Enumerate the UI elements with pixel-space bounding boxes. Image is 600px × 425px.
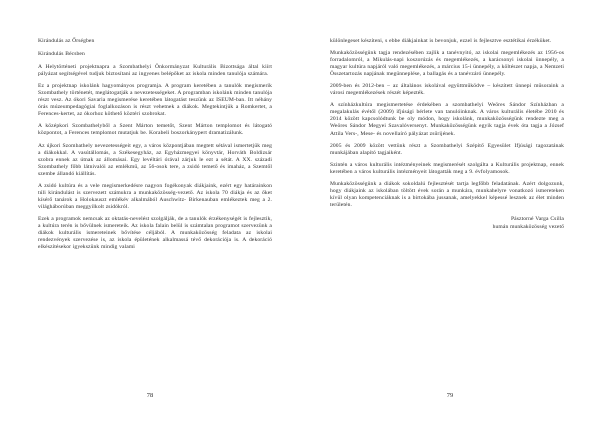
page-number-right: 79 <box>446 392 454 399</box>
paragraph: A középkori Szombathelyből a Szent Márton temetőt, Szent Márton templomot és látogató központot, a Ferences templomot mutatjuk be. Korabeli boszorkánypert dramatizálunk. <box>38 123 272 137</box>
excursion-line-becs: Kirándulás Bécsben <box>38 51 85 58</box>
paragraph: Ez a projektnap iskolánk hagyományos programja. A program keretében a tanulók megismerik Szombathely történetét, meglátogatják a nevezetességeket. A programban iskolánk minden tanulója részt vesz. Az ókori Savaria megismerése keretében látogatást teszünk az ISEUM-ban. Itt néhány órás múzeumpedagógiai foglalkozáson is részt vehetnek a diákok. Megtekintjük a Romkertet, a Ferences-kertet, az ókorhoz köthető köztéri szobrokat. <box>38 83 272 118</box>
paragraph: Szintén a város kulturális intézményeinek megismerését szolgálta a Kulturális projektnap, ennek keretében a város kulturális intézményeit látogatták meg a 9. évfolyamosok. <box>330 161 564 175</box>
paragraph: 2005 és 2009 között vettünk részt a Szombathelyi Szépítő Egyesület Ifjúsági tagozatának munkájában alapító tagjaiként. <box>330 142 564 156</box>
paragraph: Az újkori Szombathely nevezetességeit egy, a város központjában megtett sétával ismertetjük meg a diákokkal. A vasútállomás, a Székesegyház, az Egyházmegyei könyvtár, Horváth Boldizsár szobra ennek az útnak az állomásai. Egy levéltári órával zárjuk le ezt a sétát. A XX. századi Szombathely főbb látnivalói az emlékmű, az 56-osok tere, a zsidó temető és imaház, a Szemtől szembe állandó kiállítás. <box>38 142 272 177</box>
excursion-line-orseg: Kirándulás az Őrségben <box>38 38 95 44</box>
paragraph: Munkaközösségünk a diákok sokoldalú fejlesztését tartja legfőbb feladatának. Azért dolgozunk, hogy diákjaink az iskolában töltött évek során a munkára, munkahelyre vonatkozó ismereteken kívül olyan kompetenciáknak is a birtokába jussanak, amelyekkel képessé lesznek az élet minden területén. <box>330 180 564 208</box>
paragraph: A Helytörténeti projektnapra a Szombathelyi Önkormányzat Kulturális Bizottsága által kiírt pályázat segítségével tudjuk biztosítani az ingyenes belépőket az iskola minden tanulója számára. <box>38 64 272 78</box>
paragraph: A zsidó kultúra és a vele megismerkedésre nagyon fogékonyak diákjaink, ezért egy határainkon túli kirándulást is szervezett számukra a munkaközösség-vezető. Az iskola 70 diákja és az őket kísérő tanárok a Holokauszt emlékév alkalmából Auschwitz- Birkenauban emlékeztek meg a 2. világháborúban meggyilkolt zsidókról. <box>38 182 272 210</box>
paragraph: Munkaközösségünk tagja rendezésében zajlik a tanévnyitó, az iskolai megemlékezés az 1956-os forradalomról, a Mikulás-napi koszorúzás és megemlékezés, a karácsonyi iskolai ünnepély, a magyar kultúra napjáról való megemlékezés, a március 15-i ünnepély, a költészet napja, a Nemzeti Összetartozás napjának megünneplése, a ballagás és a tanévzáró ünnepély. <box>330 50 564 78</box>
paragraph: A színházkultúra megismertetése érdekében a szombathelyi Weöres Sándor Színházban a megalakulás évétől (2009) ifjúsági bérlete van tanulóinknak. A város kulturális életébe 2010 és 2014 között kapcsolódtunk be oly módon, hogy iskolánk, munkaközösségünk rendezte meg a Weöres Sándor Megyei Szavalóversenyt. Munkaközösségünk egyik tagja évek óta tagja a József Attila Vers-, Mese- és novellaíró pályázat zsűrijének. <box>330 102 564 137</box>
page-right <box>300 0 600 425</box>
paragraph: Ezek a programok nemcsak az oktatás-nevelést szolgálják, de a tanulók érzékenységét is fejlesztik, a kultúra terén is bővülnek ismereteik. Az iskola falain belül is számtalan programot szervezünk a diákok kulturális ismereteinek bővítése céljából. A munkaközösség feladata az iskolai rendezvények szervezése is, az iskola épületének alkalmassá tévő dekorációja is. A dekoráció elkészítésekor igyekszünk mindig valami <box>38 215 272 251</box>
page-number-left: 78 <box>146 392 154 399</box>
paragraph: 2009-ben és 2012-ben – az általános iskolával együttműködve – készített ünnepi műsoraink a városi megemlékezések részét képezték. <box>330 83 564 97</box>
signature-name: Pásztorné Varga Csilla <box>510 215 564 222</box>
signature-block <box>330 216 564 231</box>
paragraph: különlegeset készíteni, s ebbe diákjainkat is bevonjuk, ezzel is fejlesztve esztétikai érzéküket. <box>330 38 552 44</box>
signature-title: humán munkaközösség vezető <box>492 223 564 230</box>
